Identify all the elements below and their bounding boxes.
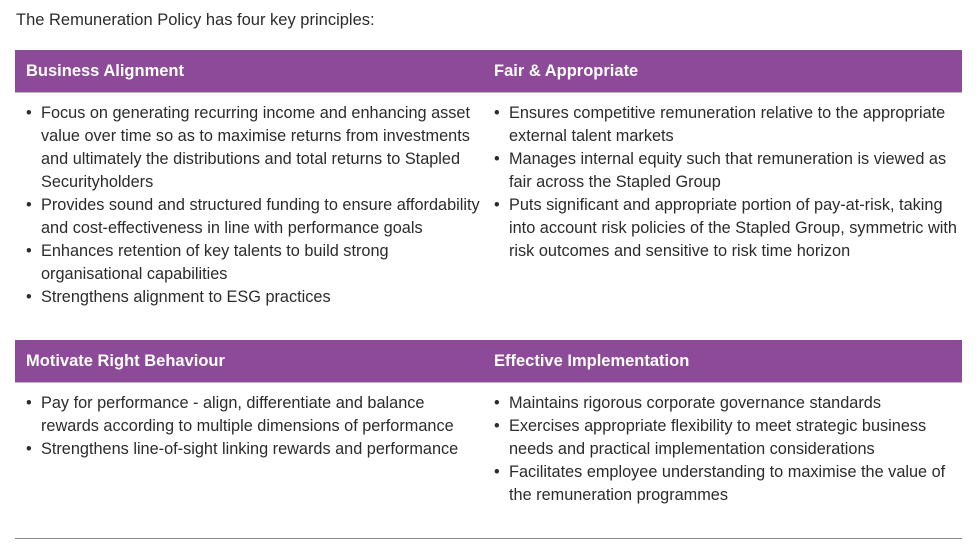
list-item bbox=[26, 438, 483, 461]
section-title-effective-implementation: Effective Implementation bbox=[494, 352, 690, 370]
body-row-2 bbox=[15, 383, 962, 539]
list-item-text: Puts significant and appropriate portion of pay-at-risk, taking into account risk policies of the Stapled Group, symmetric with risk outcomes and sensitive to risk time horizon bbox=[509, 196, 957, 260]
list-item bbox=[494, 392, 958, 415]
business-alignment-list bbox=[26, 102, 483, 309]
list-item bbox=[26, 286, 483, 309]
list-item-text: Maintains rigorous corporate governance standards bbox=[509, 394, 881, 412]
list-item bbox=[26, 194, 483, 240]
list-item bbox=[494, 194, 958, 263]
effective-implementation-list bbox=[494, 392, 958, 507]
principles-table bbox=[15, 50, 962, 539]
section-title-fair-appropriate: Fair & Appropriate bbox=[494, 62, 639, 80]
bullet-icon: • bbox=[26, 242, 32, 260]
list-item bbox=[494, 148, 958, 194]
fair-appropriate-list bbox=[494, 102, 958, 263]
bullet-icon: • bbox=[494, 394, 500, 412]
list-item bbox=[494, 102, 958, 148]
bullet-icon: • bbox=[494, 150, 500, 168]
list-item-text: Strengthens alignment to ESG practices bbox=[41, 288, 331, 306]
bullet-icon: • bbox=[494, 104, 500, 122]
body-row-1 bbox=[15, 93, 962, 340]
list-item bbox=[494, 461, 958, 507]
list-item bbox=[494, 415, 958, 461]
bullet-icon: • bbox=[26, 288, 32, 306]
motivate-behaviour-list bbox=[26, 392, 483, 461]
bullet-icon: • bbox=[26, 394, 32, 412]
list-item-text: Pay for performance - align, differentiate and balance rewards according to multiple dimensions of performance bbox=[41, 394, 454, 435]
list-item-text: Manages internal equity such that remuneration is viewed as fair across the Stapled Group bbox=[509, 150, 947, 191]
effective-implementation-cell bbox=[483, 392, 962, 538]
list-item-text: Enhances retention of key talents to build strong organisational capabilities bbox=[41, 242, 389, 283]
bullet-icon: • bbox=[26, 440, 32, 458]
motivate-behaviour-cell bbox=[15, 392, 483, 538]
list-item bbox=[26, 240, 483, 286]
fair-appropriate-cell bbox=[483, 102, 962, 340]
intro-text: The Remuneration Policy has four key principles: bbox=[16, 11, 375, 29]
list-item-text: Ensures competitive remuneration relative to the appropriate external talent markets bbox=[509, 104, 946, 145]
section-title-business-alignment: Business Alignment bbox=[26, 62, 184, 80]
bullet-icon: • bbox=[494, 196, 500, 214]
list-item bbox=[26, 392, 483, 438]
header-row-1 bbox=[15, 50, 962, 93]
list-item-text: Focus on generating recurring income and enhancing asset value over time so as to maximise returns from investments and ultimately the distributions and total returns to Stapled Securityholders bbox=[41, 104, 471, 191]
bullet-icon: • bbox=[494, 417, 500, 435]
section-title-motivate-right-behaviour: Motivate Right Behaviour bbox=[26, 352, 225, 370]
bullet-icon: • bbox=[494, 463, 500, 481]
list-item-text: Facilitates employee understanding to maximise the value of the remuneration programmes bbox=[509, 463, 946, 504]
business-alignment-cell bbox=[15, 102, 483, 340]
bullet-icon: • bbox=[26, 104, 32, 122]
header-row-2 bbox=[15, 340, 962, 383]
list-item-text: Provides sound and structured funding to ensure affordability and cost-effectiveness in line with performance goals bbox=[41, 196, 480, 237]
bullet-icon: • bbox=[26, 196, 32, 214]
list-item-text: Strengthens line-of-sight linking rewards and performance bbox=[41, 440, 459, 458]
list-item-text: Exercises appropriate flexibility to meet strategic business needs and practical implementation considerations bbox=[509, 417, 927, 458]
list-item bbox=[26, 102, 483, 194]
